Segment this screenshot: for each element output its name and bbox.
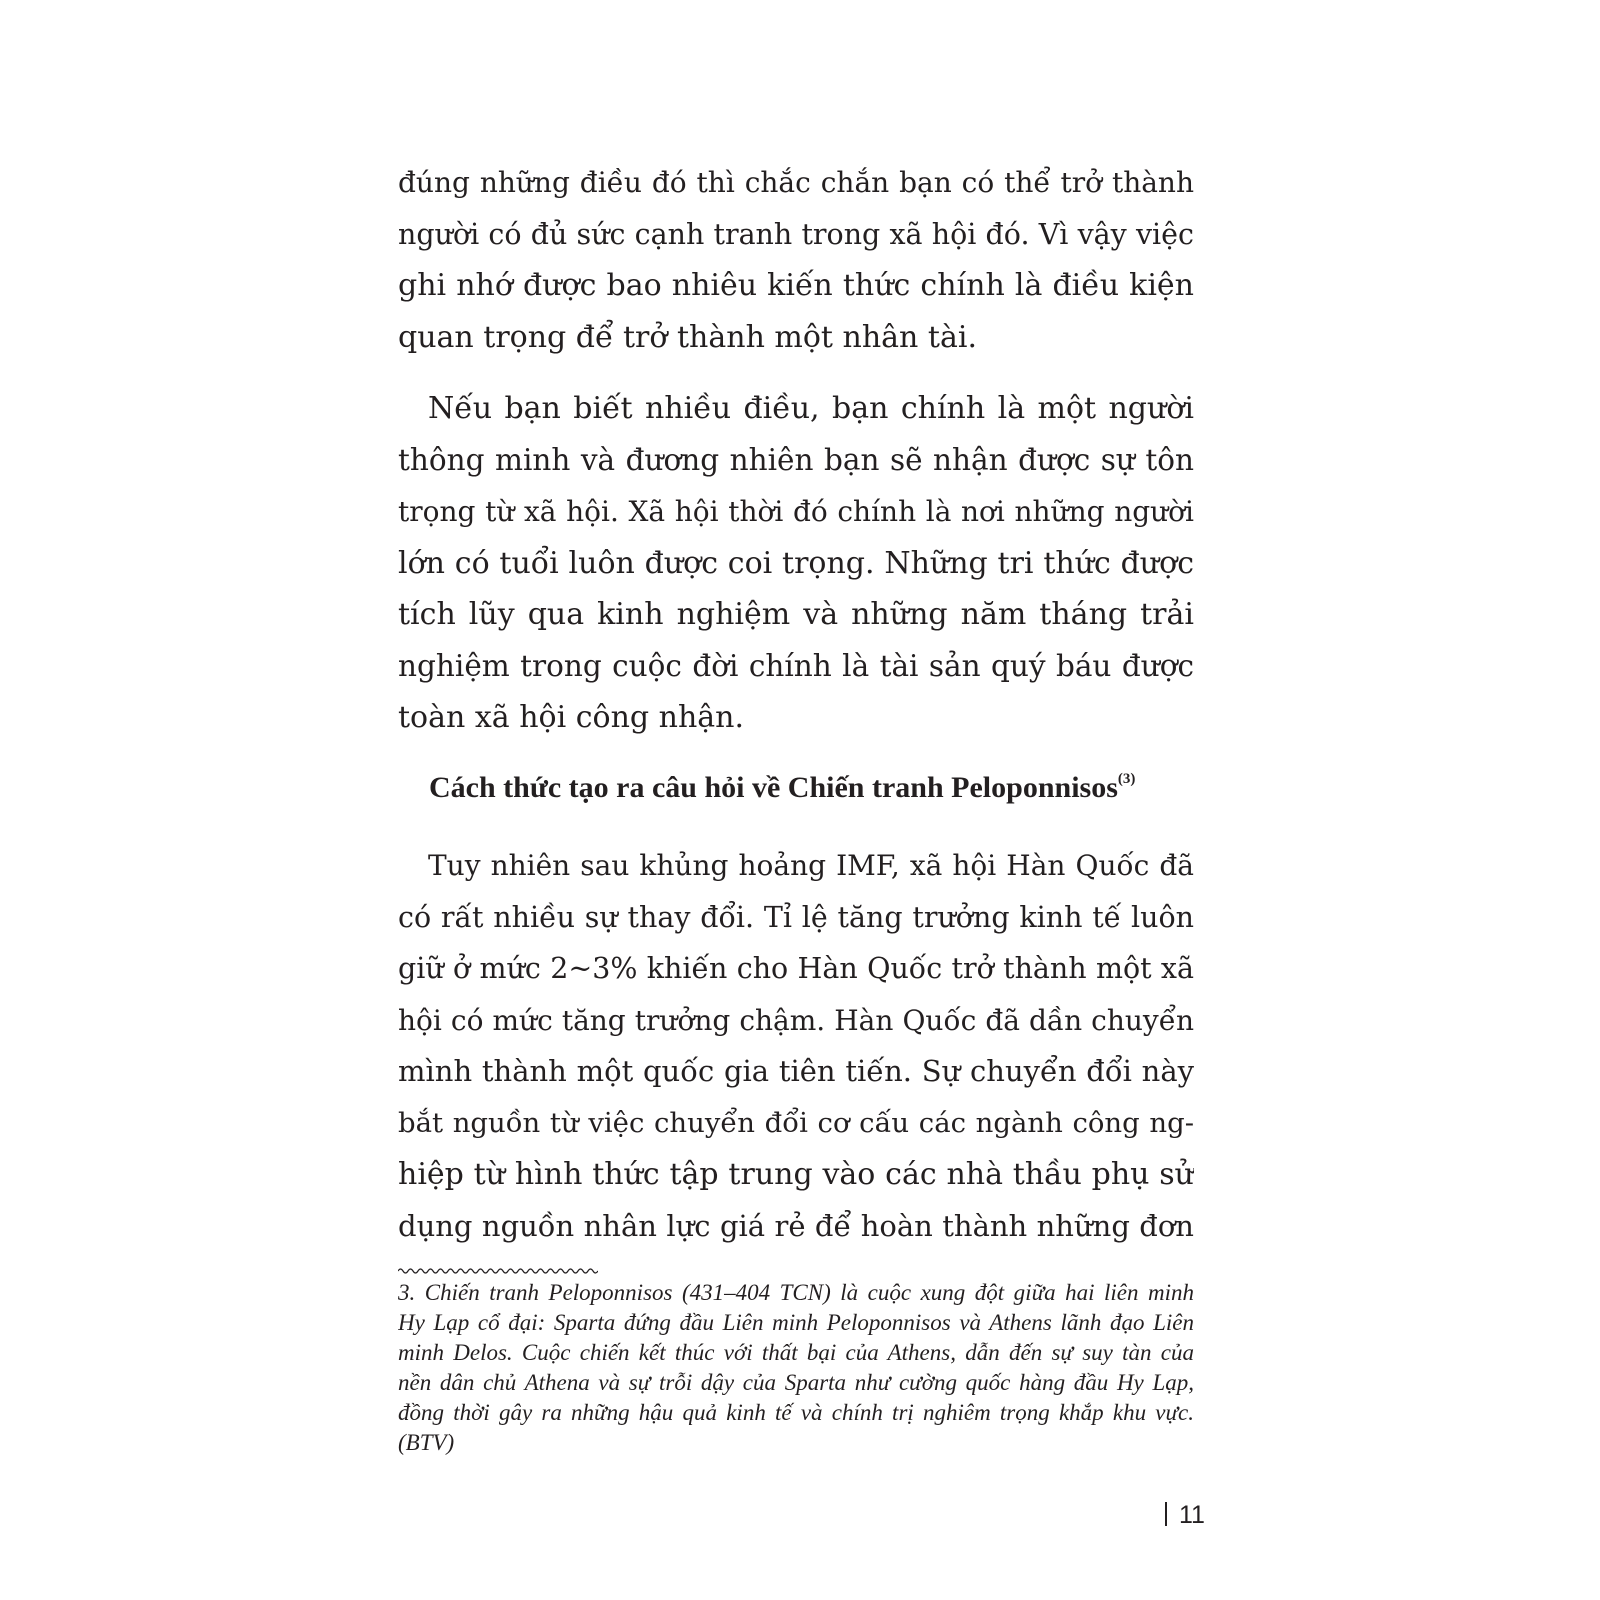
text-line: Nếu bạn biết nhiều điều, bạn chính là một người [428,391,1194,426]
paragraph-3 [398,840,1194,1252]
text-line: lớn có tuổi luôn được coi trọng. Những tri thức được [398,545,1194,581]
text-line: giữ ở mức 2~3% khiến cho Hàn Quốc trở thành một xã [398,952,1194,985]
page-number-divider [1165,1502,1167,1526]
text-line: tích lũy qua kinh nghiệm và những năm tháng trải [398,597,1194,632]
paragraph-1 [398,157,1194,363]
section-heading-text: Cách thức tạo ra câu hỏi về Chiến tranh Peloponnisos [429,771,1118,804]
footnote-line: Hy Lạp cổ đại: Sparta đứng đầu Liên minh Peloponnisos và Athens lãnh đạo Liên [398,1310,1194,1335]
footnote-line: 3. Chiến tranh Peloponnisos (431–404 TCN) là cuộc xung đột giữa hai liên minh [398,1280,1194,1305]
text-line: hội có mức tăng trưởng chậm. Hàn Quốc đã dần chuyển [398,1003,1194,1037]
text-line: có rất nhiều sự thay đổi. Tỉ lệ tăng trưởng kinh tế luôn [398,900,1194,934]
footnote-line: (BTV) [398,1430,455,1455]
text-line: mình thành một quốc gia tiên tiến. Sự chuyển đổi này [398,1054,1194,1088]
text-line: hiệp từ hình thức tập trung vào các nhà thầu phụ sử [398,1157,1194,1192]
footnote [398,1278,1194,1458]
section-heading [429,768,1209,808]
footnote-line: nền dân chủ Athena và sự trỗi dậy của Sparta như cường quốc hàng đầu Hy Lạp, [398,1370,1194,1395]
footnote-divider [398,1266,598,1276]
footnote-line: đồng thời gây ra những hậu quả kinh tế và chính trị nghiêm trọng khắp khu vực. [398,1400,1194,1425]
paragraph-2 [398,383,1194,744]
text-line: người có đủ sức cạnh tranh trong xã hội đó. Vì vậy việc [398,217,1194,251]
page-number [1165,1500,1205,1530]
footnote-line: minh Delos. Cuộc chiến kết thúc với thất bại của Athens, dẫn đến sự suy tàn của [398,1340,1194,1365]
text-line: quan trọng để trở thành một nhân tài. [398,319,977,355]
text-line: toàn xã hội công nhận. [398,700,745,735]
page-number-value: 11 [1179,1501,1205,1529]
footnote-reference: (3) [1117,771,1136,787]
text-line: thông minh và đương nhiên bạn sẽ nhận được sự tôn [398,442,1194,477]
text-line: nghiệm trong cuộc đời chính là tài sản quý báu được [398,648,1194,683]
text-line: trọng từ xã hội. Xã hội thời đó chính là nơi những người [398,495,1194,528]
text-line: đúng những điều đó thì chắc chắn bạn có thể trở thành [398,166,1194,199]
text-line: bắt nguồn từ việc chuyển đổi cơ cấu các ngành công ng- [398,1106,1194,1139]
text-line: dụng nguồn nhân lực giá rẻ để hoàn thành những đơn [398,1208,1194,1243]
text-line: ghi nhớ được bao nhiêu kiến thức chính là điều kiện [398,268,1194,303]
text-line: Tuy nhiên sau khủng hoảng IMF, xã hội Hàn Quốc đã [428,849,1194,882]
